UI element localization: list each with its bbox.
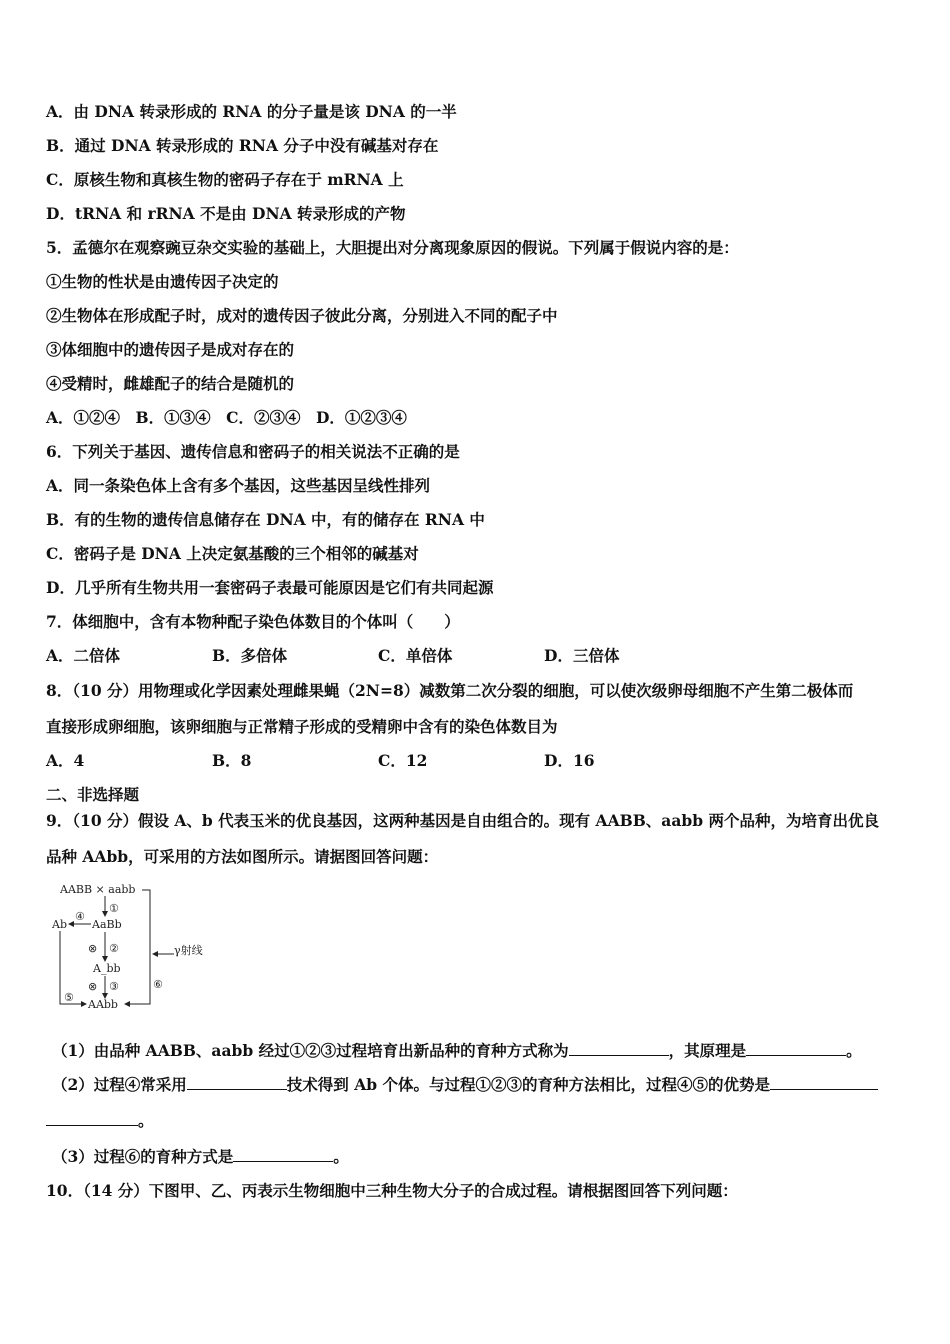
q8-option-c: C．12 xyxy=(378,751,428,770)
q9-part-2-text-c: 。 xyxy=(138,1111,154,1130)
section-heading: 二、非选择题 xyxy=(46,785,140,804)
q9-part-1-text-b: ，其原理是 xyxy=(668,1041,747,1060)
q9-stem-line-2: 品种 AAbb，可采用的方法如图所示。请据图回答问题： xyxy=(46,847,439,866)
q6-stem: 6．下列关于基因、遗传信息和密码子的相关说法不正确的是 xyxy=(46,442,460,461)
diagram-ray: γ射线 xyxy=(174,944,203,957)
diagram-ab: Ab xyxy=(52,918,67,931)
step-2-label: ② xyxy=(109,942,119,955)
q10-stem: 10．（14 分）下图甲、乙、丙表示生物细胞中三种生物大分子的合成过程。请根据图回答下列问题： xyxy=(46,1181,738,1200)
diagram-aabb-final: AAbb xyxy=(88,998,118,1011)
answer-blank[interactable] xyxy=(746,1041,846,1056)
q8-options xyxy=(46,751,595,771)
q4-option-a: A．由 DNA 转录形成的 RNA 的分子量是该 DNA 的一半 xyxy=(46,102,457,121)
q8-stem-line-2: 直接形成卵细胞，该卵细胞与正常精子形成的受精卵中含有的染色体数目为 xyxy=(46,717,558,736)
diagram-a-bb: A_bb xyxy=(93,962,121,975)
q5-statement-3: ③体细胞中的遗传因子是成对存在的 xyxy=(46,340,295,359)
q5-statement-4: ④受精时，雌雄配子的结合是随机的 xyxy=(46,374,295,393)
answer-blank[interactable] xyxy=(46,1111,138,1126)
answer-blank[interactable] xyxy=(233,1147,333,1162)
q5-stem: 5．孟德尔在观察豌豆杂交实验的基础上，大胆提出对分离现象原因的假说。下列属于假说内容的是： xyxy=(46,238,739,257)
q4-option-b: B．通过 DNA 转录形成的 RNA 分子中没有碱基对存在 xyxy=(46,136,439,155)
step-4-label: ④ xyxy=(75,910,85,923)
q7-option-a: A．二倍体 xyxy=(46,646,121,665)
q5-statement-1: ①生物的性状是由遗传因子决定的 xyxy=(46,272,279,291)
q5-statement-2: ②生物体在形成配子时，成对的遗传因子彼此分离，分别进入不同的配子中 xyxy=(46,306,558,325)
step-3-label: ③ xyxy=(109,980,119,993)
step-5-label: ⑤ xyxy=(64,991,74,1004)
q9-part-2-continued xyxy=(46,1111,154,1131)
q6-option-c: C．密码子是 DNA 上决定氨基酸的三个相邻的碱基对 xyxy=(46,544,419,563)
arrow-6 xyxy=(125,890,150,1004)
q7-option-b: B．多倍体 xyxy=(212,646,288,665)
q9-stem-line-1: 9．（10 分）假设 A、b 代表玉米的优良基因，这两种基因是自由组合的。现有 AABB、aabb 两个品种，为培育出优良 xyxy=(46,811,879,830)
q9-part-3-text-b: 。 xyxy=(333,1147,349,1166)
q8-option-d: D．16 xyxy=(544,751,595,770)
breeding-diagram xyxy=(50,878,230,1018)
q7-stem: 7．体细胞中，含有本物种配子染色体数目的个体叫（ ） xyxy=(46,612,460,631)
q7-option-d: D．三倍体 xyxy=(544,646,620,665)
q7-options xyxy=(46,646,619,666)
q7-option-c: C．单倍体 xyxy=(378,646,453,665)
diagram-parents: AABB × aabb xyxy=(60,883,136,896)
step-1-label: ① xyxy=(109,902,119,915)
q9-part-1-text-a: （1）由品种 AABB、aabb 经过①②③过程培育出新品种的育种方式称为 xyxy=(52,1041,569,1060)
q8-stem-line-1: 8．（10 分）用物理或化学因素处理雌果蝇（2N=8）减数第二次分裂的细胞，可以使次级卵母细胞不产生第二极体而 xyxy=(46,681,854,700)
q9-part-3-text-a: （3）过程⑥的育种方式是 xyxy=(52,1147,234,1166)
q4-option-d: D．tRNA 和 rRNA 不是由 DNA 转录形成的产物 xyxy=(46,204,406,223)
q9-part-2-text-b: 技术得到 Ab 个体。与过程①②③的育种方法相比，过程④⑤的优势是 xyxy=(286,1075,770,1094)
q6-option-a: A．同一条染色体上含有多个基因，这些基因呈线性排列 xyxy=(46,476,431,495)
q9-part-1 xyxy=(52,1041,862,1061)
q6-option-d: D．几乎所有生物共用一套密码子表最可能原因是它们有共同起源 xyxy=(46,578,494,597)
q6-option-b: B．有的生物的遗传信息储存在 DNA 中，有的储存在 RNA 中 xyxy=(46,510,485,529)
q8-option-b: B．8 xyxy=(212,751,252,770)
q9-part-2 xyxy=(52,1075,878,1095)
answer-blank[interactable] xyxy=(770,1075,878,1090)
answer-blank[interactable] xyxy=(187,1075,287,1090)
q9-part-1-text-c: 。 xyxy=(846,1041,862,1060)
q9-part-2-text-a: （2）过程④常采用 xyxy=(52,1075,187,1094)
q5-options: A．①②④ B．①③④ C．②③④ D．①②③④ xyxy=(46,408,407,427)
cross-symbol-1: ⊗ xyxy=(88,942,98,955)
q8-option-a: A．4 xyxy=(46,751,85,770)
answer-blank[interactable] xyxy=(569,1041,669,1056)
q9-part-3 xyxy=(52,1147,349,1167)
step-6-label: ⑥ xyxy=(153,978,163,991)
diagram-aabb-f1: AaBb xyxy=(92,918,122,931)
q4-option-c: C．原核生物和真核生物的密码子存在于 mRNA 上 xyxy=(46,170,404,189)
cross-symbol-2: ⊗ xyxy=(88,980,98,993)
